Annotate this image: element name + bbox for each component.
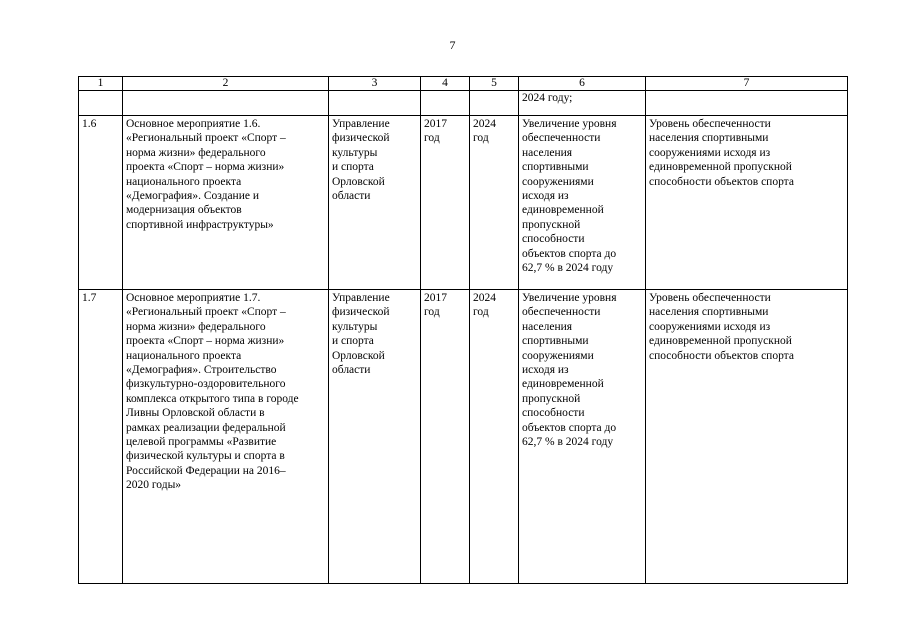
- empty-cell: [421, 91, 470, 116]
- column-number-5: 5: [470, 77, 519, 91]
- executor-cell: Управление физической культуры и спорта Орловской области: [329, 116, 421, 290]
- column-number-7: 7: [646, 77, 848, 91]
- measure-cell: Основное мероприятие 1.7. «Региональный проект «Спорт – норма жизни» федерального проекта «Спорт – норма жизни» национального проекта «Демография». Строительство физкультурно-оздоровительного комплекса открытого типа в городе Ливны Орловской области в рамках реализации федеральной целевой программы «Развитие физической культуры и спорта в Российской Федерации на 2016– 2020 годы»: [123, 290, 329, 584]
- row-number-cell: 1.6: [79, 116, 123, 290]
- table-row: [79, 290, 848, 584]
- continuation-row: [79, 91, 848, 116]
- expected-result-cell: Увеличение уровня обеспеченности населения спортивными сооружениями исходя из единовременной пропускной способности объектов спорта до 62,7 % в 2024 году: [519, 290, 646, 584]
- end-year-cell: 2024 год: [470, 116, 519, 290]
- empty-cell: [123, 91, 329, 116]
- measure-cell: Основное мероприятие 1.6. «Региональный проект «Спорт – норма жизни» федерального проекта «Спорт – норма жизни» национального проекта «Демография». Создание и модернизация объектов спортивной инфраструктуры»: [123, 116, 329, 290]
- column-number-2: 2: [123, 77, 329, 91]
- column-number-3: 3: [329, 77, 421, 91]
- start-year-cell: 2017 год: [421, 290, 470, 584]
- column-number-1: 1: [79, 77, 123, 91]
- program-measures-table: [78, 76, 848, 584]
- end-year-cell: 2024 год: [470, 290, 519, 584]
- column-number-6: 6: [519, 77, 646, 91]
- executor-cell: Управление физической культуры и спорта Орловской области: [329, 290, 421, 584]
- expected-result-cell: Увеличение уровня обеспеченности населения спортивными сооружениями исходя из единовременной пропускной способности объектов спорта до 62,7 % в 2024 году: [519, 116, 646, 290]
- empty-cell: [79, 91, 123, 116]
- result-continuation-cell: 2024 году;: [519, 91, 646, 116]
- indicator-cell: Уровень обеспеченности населения спортивными сооружениями исходя из единовременной пропускной способности объектов спорта: [646, 116, 848, 290]
- row-number-cell: 1.7: [79, 290, 123, 584]
- table-row: [79, 116, 848, 290]
- start-year-cell: 2017 год: [421, 116, 470, 290]
- empty-cell: [329, 91, 421, 116]
- empty-cell: [646, 91, 848, 116]
- indicator-cell: Уровень обеспеченности населения спортивными сооружениями исходя из единовременной пропускной способности объектов спорта: [646, 290, 848, 584]
- column-number-header-row: [79, 77, 848, 91]
- column-number-4: 4: [421, 77, 470, 91]
- page-number: 7: [449, 38, 456, 52]
- empty-cell: [470, 91, 519, 116]
